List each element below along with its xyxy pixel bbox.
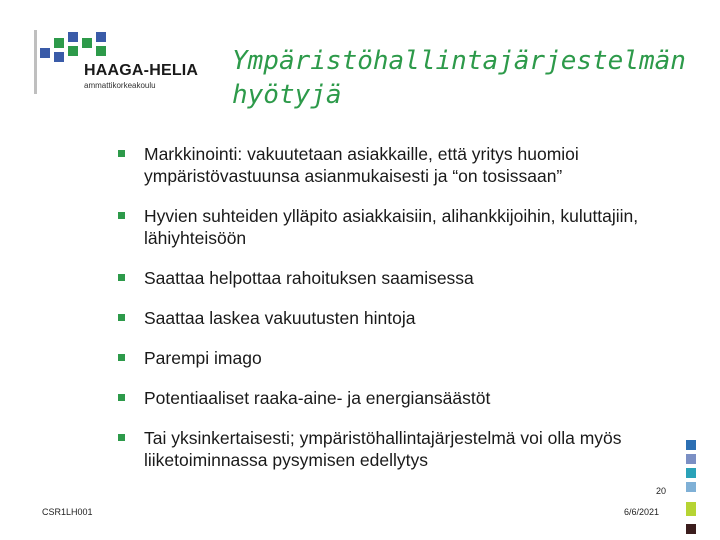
bullet-icon <box>118 212 125 219</box>
bullet-text: Parempi imago <box>144 348 262 368</box>
strip-square <box>686 440 696 450</box>
decorative-color-strip <box>686 440 696 538</box>
bullet-item <box>118 347 658 369</box>
bullet-text: Hyvien suhteiden ylläpito asiakkaisiin, alihankkijoihin, kuluttajiin, lähiyhteisöön <box>144 206 639 248</box>
footer-code: CSR1LH001 <box>42 507 93 517</box>
logo-square <box>68 32 78 42</box>
logo-square <box>54 38 64 48</box>
bullet-icon <box>118 314 125 321</box>
bullet-icon <box>118 394 125 401</box>
bullet-item <box>118 143 658 187</box>
bullet-text: Markkinointi: vakuutetaan asiakkaille, että yritys huomioi ympäristövastuunsa asianmukaisesti ja “on tosissaan” <box>144 144 579 186</box>
logo-subtitle: ammattikorkeakoulu <box>84 81 156 90</box>
bullet-text: Potentiaaliset raaka-aine- ja energiansäästöt <box>144 388 491 408</box>
logo-square <box>40 48 50 58</box>
bullet-icon <box>118 434 125 441</box>
bullet-item <box>118 267 658 289</box>
logo-square <box>96 32 106 42</box>
logo-square <box>68 46 78 56</box>
logo-divider <box>34 30 37 94</box>
bullet-item <box>118 307 658 329</box>
bullet-text: Saattaa laskea vakuutusten hintoja <box>144 308 416 328</box>
strip-square <box>686 468 696 478</box>
strip-square <box>686 502 696 516</box>
logo-name: HAAGA-HELIA <box>84 62 199 79</box>
bullet-icon <box>118 150 125 157</box>
strip-square <box>686 454 696 464</box>
strip-square <box>686 524 696 534</box>
slide-number: 20 <box>656 486 667 496</box>
haaga-helia-logo <box>34 30 204 94</box>
strip-square <box>686 482 696 492</box>
bullet-item <box>118 205 658 249</box>
logo-square <box>96 46 106 56</box>
bullet-icon <box>118 274 125 281</box>
footer-date: 6/6/2021 <box>624 507 660 517</box>
bullet-item <box>118 387 658 409</box>
bullet-text: Tai yksinkertaisesti; ympäristöhallintajärjestelmä voi olla myös liiketoiminnassa pysymisen edellytys <box>144 428 622 470</box>
bullet-item <box>118 427 658 471</box>
logo-square <box>54 52 64 62</box>
logo-square <box>82 38 92 48</box>
bullet-list <box>118 143 658 471</box>
slide-title: Ympäristöhallintajärjestelmän hyötyjä <box>232 46 686 110</box>
bullet-icon <box>118 354 125 361</box>
bullet-text: Saattaa helpottaa rahoituksen saamisessa <box>144 268 474 288</box>
